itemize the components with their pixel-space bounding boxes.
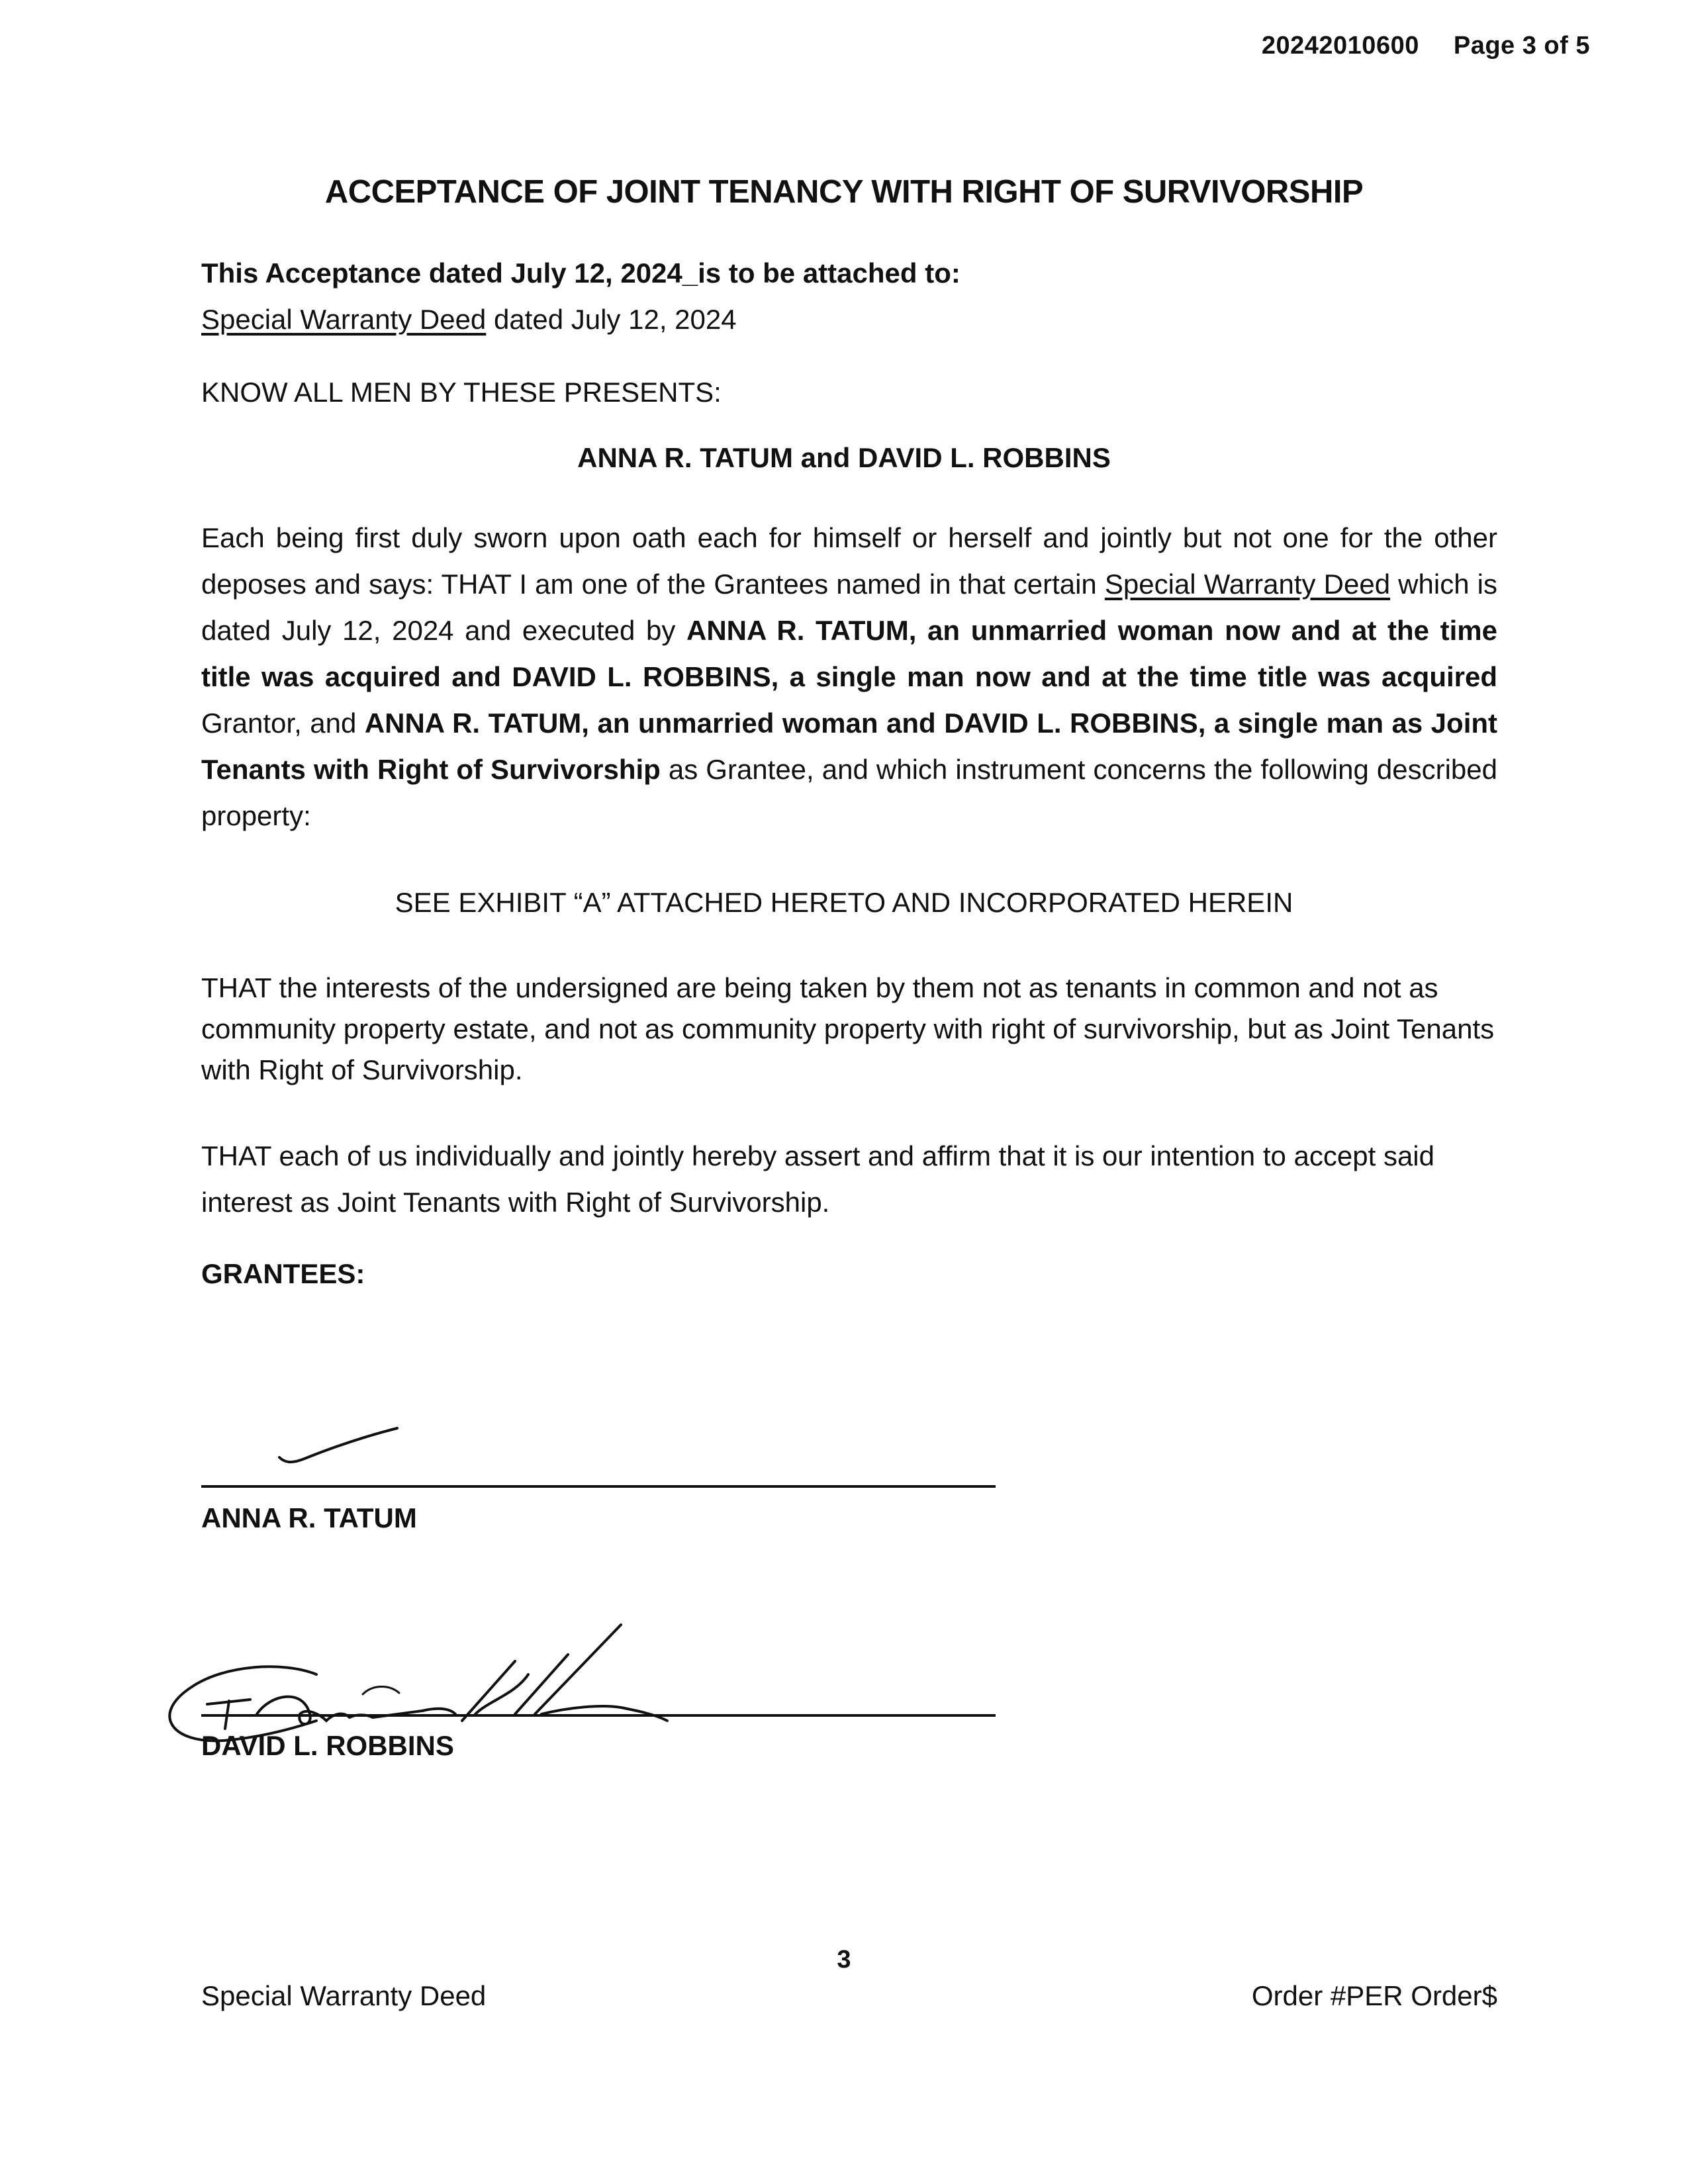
signature-line-anna [201, 1485, 996, 1488]
attached-deed-line [201, 296, 1497, 343]
statement-text: which is dated July 12, 2024 and executed by [201, 569, 1497, 646]
sworn-statement-paragraph [201, 515, 1497, 839]
signature-david-robbins [144, 1615, 674, 1747]
deed-reference: Special Warranty Deed [1104, 569, 1391, 600]
intention-paragraph: THAT each of us individually and jointly hereby assert and affirm that it is our intention to accept said interest as Joint Tenants with Right of Survivorship. [201, 1140, 1434, 1218]
know-all-men-heading: KNOW ALL MEN BY THESE PRESENTS: [201, 377, 722, 408]
grantees-label: GRANTEES: [201, 1258, 365, 1289]
footer-document-type: Special Warranty Deed [201, 1980, 487, 2011]
interests-paragraph: THAT the interests of the undersigned are being taken by them not as tenants in common and not as community property estate, and not as community property with right of survivorship, but as Joint Tenants with Right of Survivorship. [201, 972, 1495, 1085]
footer-order-number: Order #PER Order$ [1251, 1980, 1497, 2011]
grantee-description: an unmarried woman and DAVID L. ROBBINS, a single man as Joint Tenants with Right of Survivorship [201, 707, 1497, 785]
statement-text: Grantor, and [201, 707, 365, 739]
document-title: ACCEPTANCE OF JOINT TENANCY WITH RIGHT OF SURVIVORSHIP [324, 174, 1364, 210]
statement-text: as Grantee, and which instrument concerns the following described property: [201, 754, 1497, 831]
exhibit-reference: SEE EXHIBIT “A” ATTACHED HERETO AND INCORPORATED HEREIN [395, 887, 1293, 918]
grantees-names-heading: ANNA R. TATUM and DAVID L. ROBBINS [577, 442, 1111, 473]
signer-name-anna: ANNA R. TATUM [201, 1502, 417, 1533]
signer-name-david: DAVID L. ROBBINS [201, 1730, 454, 1761]
deed-date: dated July 12, 2024 [486, 304, 737, 335]
page-label: Page 3 of 5 [1453, 32, 1590, 60]
signature-line-david [201, 1714, 996, 1717]
acceptance-date-line: This Acceptance dated July 12, 2024_is to be attached to: [201, 257, 961, 289]
deed-name: Special Warranty Deed [201, 304, 487, 335]
signature-anna-tatum [265, 1416, 424, 1476]
document-number: 20242010600 [1261, 32, 1419, 60]
grantor-description: ANNA R. TATUM, an unmarried woman now and at the time title was acquired and DAVID L. ROBBINS, a single man now and at the time title was acquired [201, 615, 1497, 692]
statement-text: Each being first duly sworn upon oath each for himself or herself and jointly but not one for the other deposes and says: THAT I am one of the Grantees named in that certain [201, 522, 1497, 600]
recording-header [1262, 32, 1590, 60]
page-number: 3 [837, 1946, 851, 1974]
grantee-name: ANNA R. TATUM, [364, 707, 589, 739]
